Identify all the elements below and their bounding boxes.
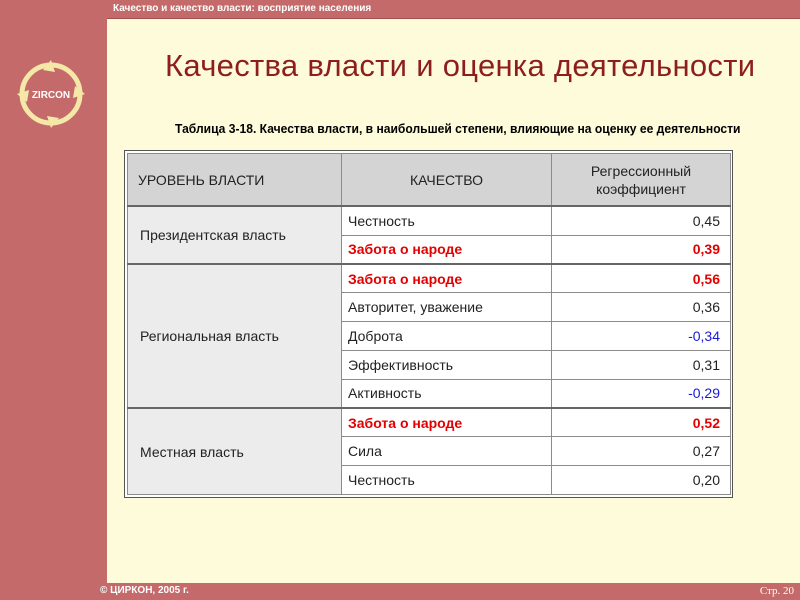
table-caption: Таблица 3-18. Качества власти, в наибольшей степени, влияющие на оценку ее деятельности	[175, 121, 741, 136]
header-quality: КАЧЕСТВО	[342, 154, 552, 207]
header-level: УРОВЕНЬ ВЛАСТИ	[128, 154, 342, 207]
level-cell: Региональная власть	[128, 264, 342, 408]
table-row	[128, 206, 731, 235]
coefficient-cell: 0,39	[552, 235, 731, 264]
header-coefficient-line2: коэффициент	[596, 180, 686, 197]
quality-cell: Активность	[342, 379, 552, 408]
copyright: © ЦИРКОН, 2005 г.	[100, 585, 189, 596]
bottom-bar	[0, 583, 800, 600]
page-number: Стр. 20	[759, 585, 794, 597]
coefficient-cell: 0,45	[552, 206, 731, 235]
quality-cell: Забота о народе	[342, 408, 552, 437]
regression-table-frame	[124, 150, 733, 498]
table-header-row	[128, 154, 731, 207]
top-divider	[107, 18, 800, 19]
quality-cell: Честность	[342, 206, 552, 235]
quality-cell: Честность	[342, 466, 552, 495]
quality-cell: Эффективность	[342, 350, 552, 379]
coefficient-cell: -0,29	[552, 379, 731, 408]
section-title: Качество и качество власти: восприятие населения	[113, 3, 372, 14]
coefficient-cell: 0,27	[552, 437, 731, 466]
table-row	[128, 408, 731, 437]
quality-cell: Забота о народе	[342, 235, 552, 264]
zircon-logo	[17, 60, 85, 128]
coefficient-cell: 0,31	[552, 350, 731, 379]
quality-cell: Доброта	[342, 322, 552, 351]
quality-cell: Сила	[342, 437, 552, 466]
coefficient-cell: -0,34	[552, 322, 731, 351]
level-cell: Президентская власть	[128, 206, 342, 264]
coefficient-cell: 0,20	[552, 466, 731, 495]
header-coefficient-line1: Регрессионный	[590, 162, 692, 179]
table-row	[128, 264, 731, 293]
logo-text: ZIRCON	[31, 90, 71, 101]
top-bar	[0, 0, 800, 18]
level-cell: Местная власть	[128, 408, 342, 494]
coefficient-cell: 0,36	[552, 293, 731, 322]
coefficient-cell: 0,52	[552, 408, 731, 437]
header-coefficient	[552, 154, 731, 207]
regression-table	[127, 153, 731, 495]
quality-cell: Авторитет, уважение	[342, 293, 552, 322]
page-title: Качества власти и оценка деятельности	[165, 48, 756, 83]
quality-cell: Забота о народе	[342, 264, 552, 293]
coefficient-cell: 0,56	[552, 264, 731, 293]
